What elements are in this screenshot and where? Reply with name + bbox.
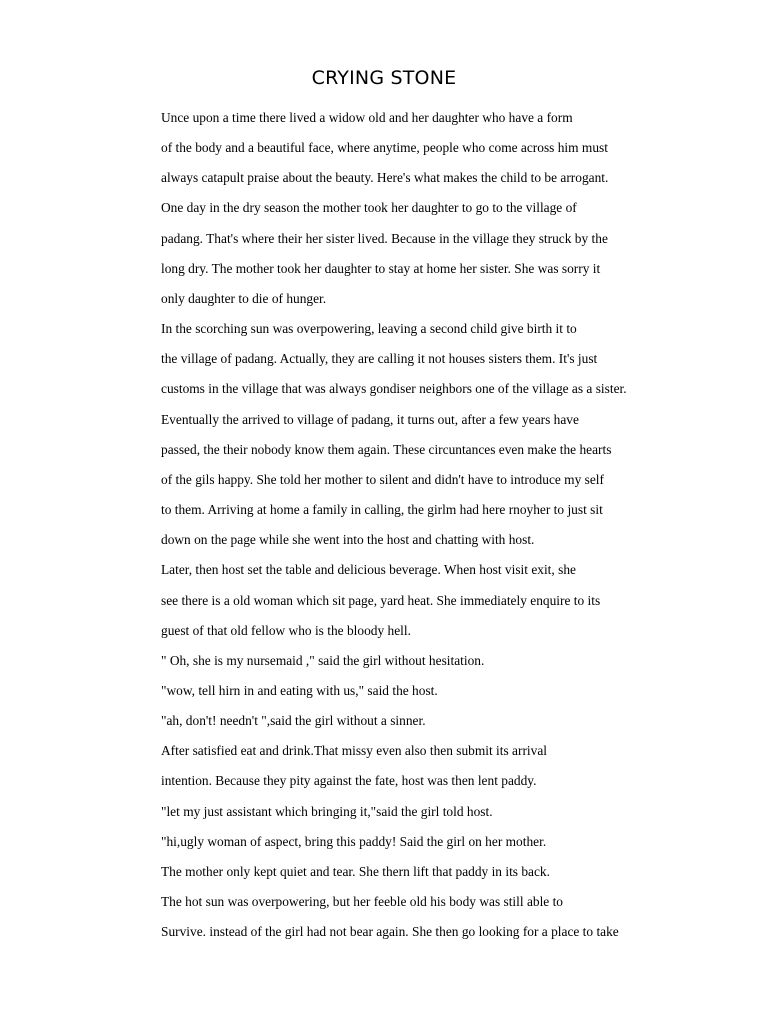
text-line: only daughter to die of hunger.	[161, 290, 327, 306]
text-line: passed, the their nobody know them again. These circuntances even make the hearts	[161, 441, 612, 457]
text-line: In the scorching sun was overpowering, leaving a second child give birth it to	[161, 321, 577, 337]
text-line: of the gils happy. She told her mother to silent and didn't have to introduce my self	[161, 471, 604, 487]
paragraph	[116, 827, 646, 857]
text-line: see there is a old woman which sit page, yard heat. She immediately enquire to its	[161, 592, 601, 608]
document-title: CRYING STONE	[311, 67, 457, 89]
text-line: guest of that old fellow who is the bloody hell.	[161, 622, 411, 638]
text-line: customs in the village that was always gondiser neighbors one of the village as a sister.	[161, 381, 627, 397]
text-line: intention. Because they pity against the fate, host was then lent paddy.	[161, 773, 537, 789]
text-line: Survive. instead of the girl had not bear again. She then go looking for a place to take	[161, 924, 619, 940]
document-body	[116, 103, 646, 947]
text-line: Eventually the arrived to village of padang, it turns out, after a few years have	[161, 411, 579, 427]
paragraph	[116, 887, 646, 947]
paragraph	[116, 405, 646, 556]
text-line: always catapult praise about the beauty. Here's what makes the child to be arrogant.	[161, 170, 609, 186]
text-line: the village of padang. Actually, they are calling it not houses sisters them. It's just	[161, 351, 598, 367]
text-line: "wow, tell hirn in and eating with us," said the host.	[161, 682, 438, 698]
paragraph	[116, 676, 646, 706]
text-line: Unce upon a time there lived a widow old and her daughter who have a form	[161, 110, 573, 125]
text-line: "hi,ugly woman of aspect, bring this paddy! Said the girl on her mother.	[161, 833, 547, 849]
text-line: Later, then host set the table and delicious beverage. When host visit exit, she	[161, 562, 576, 578]
paragraph	[116, 706, 646, 736]
text-line: of the body and a beautiful face, where anytime, people who come across him must	[161, 140, 608, 156]
paragraph	[116, 797, 646, 827]
text-line: "let my just assistant which bringing it,"said the girl told host.	[161, 803, 493, 819]
text-line: padang. That's where their her sister lived. Because in the village they struck by the	[161, 230, 608, 246]
paragraph	[116, 193, 646, 314]
text-line: One day in the dry season the mother took her daughter to go to the village of	[161, 200, 577, 216]
paragraph	[116, 555, 646, 645]
paragraph	[116, 103, 646, 193]
text-line: down on the page while she went into the host and chatting with host.	[161, 532, 535, 548]
text-line: "ah, don't! needn't ",said the girl without a sinner.	[161, 713, 426, 729]
paragraph	[116, 646, 646, 676]
paragraph	[116, 314, 646, 404]
text-line: long dry. The mother took her daughter to stay at home her sister. She was sorry it	[161, 260, 601, 276]
text-line: The hot sun was overpowering, but her feeble old his body was still able to	[161, 894, 564, 910]
text-line: " Oh, she is my nursemaid ," said the girl without hesitation.	[161, 652, 485, 668]
text-line: The mother only kept quiet and tear. She thern lift that paddy in its back.	[161, 863, 550, 879]
paragraph	[116, 736, 646, 796]
text-line: After satisfied eat and drink.That missy even also then submit its arrival	[161, 743, 548, 759]
paragraph	[116, 857, 646, 887]
text-line: to them. Arriving at home a family in calling, the girlm had here rnoyher to just sit	[161, 502, 603, 518]
